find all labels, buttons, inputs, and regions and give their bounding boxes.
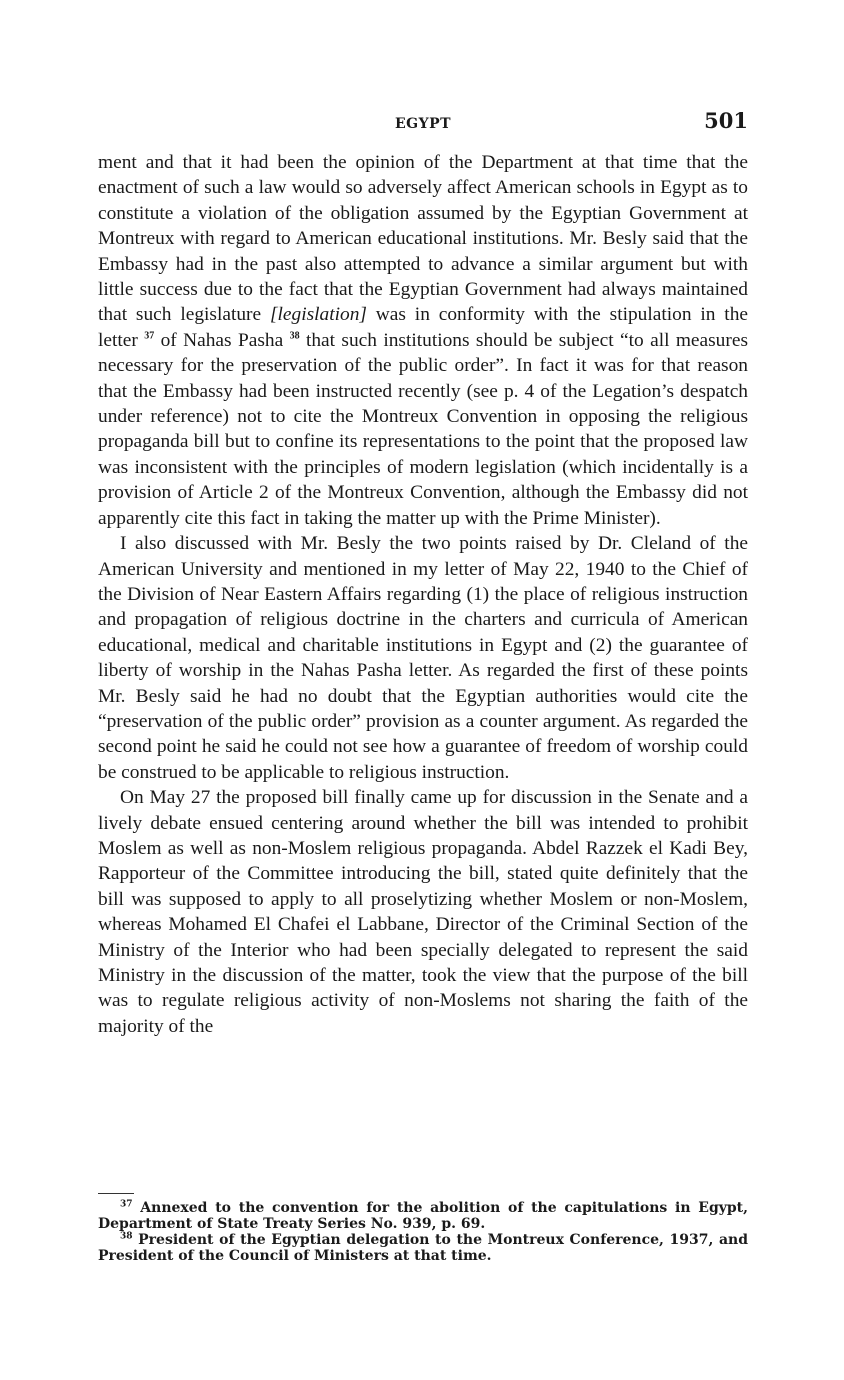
paragraph-3: On May 27 the proposed bill finally came up for discussion in the Senate and a lively debate ensued centering around whether the bill was intended to prohibit Moslem as well as non-Moslem religious propaganda. Abdel Razzek el Kadi Bey, Rapporteur of the Committee introducing the bill, stated quite definitely that the bill was supposed to apply to all proselytizing whether Moslem or non-Moslem, whereas Mohamed El Chafei el Labbane, Director of the Criminal Section of the Ministry of the Interior who had been specially delegated to represent the said Ministry in the discussion of the matter, took the view that the purpose of the bill was to regulate religious activity of non-Moslems not sharing the faith of the majority of the — [98, 787, 748, 1037]
page-header — [98, 108, 748, 138]
paragraph-1-part-c: of Nahas Pasha — [154, 329, 290, 351]
footnote-37 — [98, 1200, 748, 1232]
footnote-marker: 37 — [120, 1199, 133, 1210]
footnotes — [98, 1200, 748, 1264]
footnote-ref-37: 37 — [144, 330, 155, 342]
editorial-insertion: [legislation] — [269, 304, 367, 326]
footnote-divider — [98, 1193, 134, 1194]
paragraph-1-part-b: was in conformity with the stipulation in the letter — [98, 304, 749, 351]
paragraph-1-part-a: ment and that it had been the opinion of the Department at that time that the enactment of such a law would so adversely affect American schools in Egypt as to constitute a violation of the obligation assumed by the Egyptian Government at Montreux with regard to American educational institutions. Mr. Besly said that the Embassy had in the past also attempted to advance a similar argument but with little success due to the fact that the Egyptian Government had always maintained that such legislature — [98, 152, 748, 326]
footnote-ref-38: 38 — [289, 330, 300, 342]
footnote-38 — [98, 1232, 748, 1264]
footnote-text: Annexed to the convention for the abolition of the capitulations in Egypt, Department of State Treaty Series No. 939, p. 69. — [98, 1200, 749, 1232]
running-title: EGYPT — [394, 116, 452, 132]
paragraph-2: I also discussed with Mr. Besly the two points raised by Dr. Cleland of the American University and mentioned in my letter of May 22, 1940 to the Chief of the Division of Near Eastern Affairs regarding (1) the place of religious instruction and propagation of religious doctrine in the charters and curricula of American educational, medical and charitable institutions in Egypt and (2) the guarantee of liberty of worship in the Nahas Pasha letter. As regarded the first of these points Mr. Besly said he had no doubt that the Egyptian authorities would cite the “preservation of the public order” provision as a counter argument. As regarded the second point he said he could not see how a guarantee of freedom of worship could be construed to be applicable to religious instruction. — [98, 533, 748, 783]
footnote-text: President of the Egyptian delegation to the Montreux Conference, 1937, and President of the Council of Ministers at that time. — [98, 1232, 749, 1264]
footnote-marker: 38 — [120, 1231, 133, 1242]
paragraph-1-part-d: that such institutions should be subject “to all measures necessary for the preservation of the public order”. In fact it was for that reason that the Embassy had been instructed recently (see p. 4 of the Legation’s despatch under reference) not to cite the Montreux Convention in opposing the religious propaganda bill but to confine its representations to the point that the proposed law was inconsistent with the principles of modern legislation (which incidentally is a provision of Article 2 of the Montreux Convention, although the Embassy did not apparently cite this fact in taking the matter up with the Prime Minister). — [98, 329, 748, 529]
paragraph-1 — [98, 150, 748, 531]
page-number: 501 — [704, 108, 748, 133]
body-text — [98, 150, 748, 1039]
